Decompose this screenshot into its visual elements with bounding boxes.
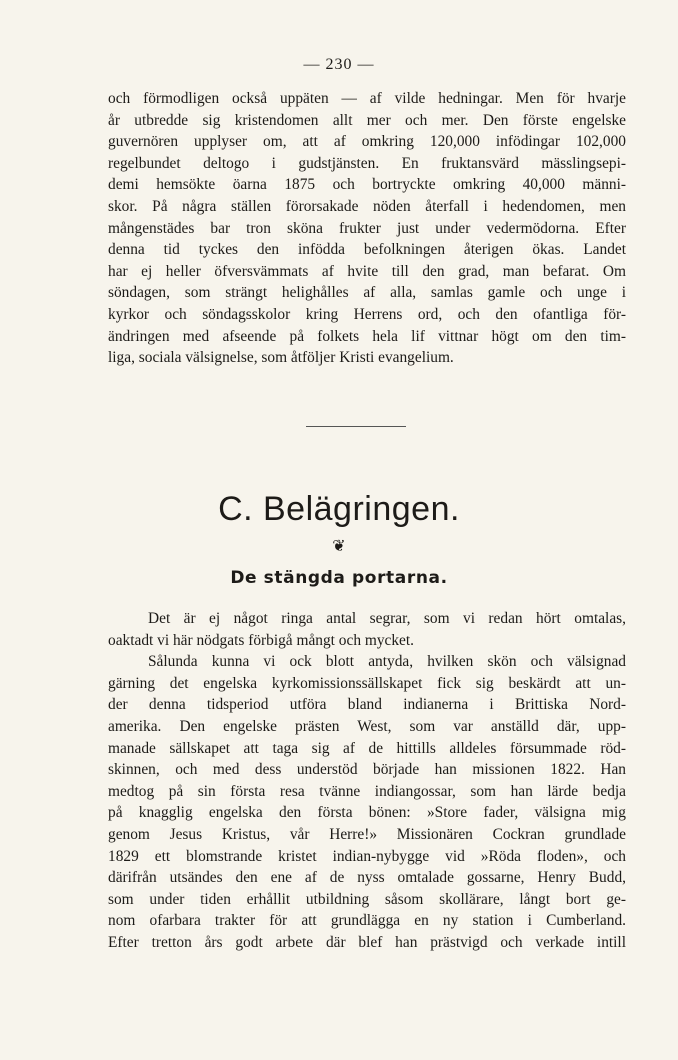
chapter-subheading: De stängda portarna. <box>230 568 448 588</box>
text-line: demi hemsökte öarna 1875 och bortryckte omkring 40,000 männi- <box>108 176 626 194</box>
text-line: regelbundet deltogo i gudstjänsten. En fruktansvärd mässlingsepi- <box>108 154 626 172</box>
text-line: Efter tretton års godt arbete där blef han prästvigd och verkade intill <box>108 933 626 951</box>
text-line: Det är ej något ringa antal segrar, som vi redan hört omtalas, <box>148 610 626 627</box>
text-line: Sålunda kunna vi ock blott antyda, hvilken skön och välsignad <box>148 653 626 671</box>
text-line: guvernören upplyser om, att af omkring 120,000 infödingar 102,000 <box>108 133 626 151</box>
text-line: skinnen, och med dess understöd började han missionen 1822. Han <box>108 761 626 779</box>
bottom-paragraph <box>108 608 626 954</box>
section-divider <box>306 426 406 427</box>
text-line: och förmodligen också uppäten — af vilde hedningar. Men för hvarje <box>108 90 626 107</box>
text-line: manade sällskapet att taga sig af de hittills alldeles försummade röd- <box>108 739 626 757</box>
text-line: 1829 ett blomstrande kristet indian-nybygge vid »Röda floden», och <box>108 847 626 865</box>
text-line: har ej heller öfversvämmats af hvite till den grad, man befarat. Om <box>108 262 626 280</box>
text-line: der denna tidsperiod utföra bland indianerna i Brittiska Nord- <box>108 696 626 714</box>
text-line: gärning det engelska kyrkomissionssällskapet fick sig beskärdt att un- <box>108 674 626 692</box>
text-line: därifrån utsändes den ene af de nyss omtalade gossarne, Henry Budd, <box>108 869 626 887</box>
text-line: genom Jesus Kristus, vår Herre!» Missionären Cockran grundlade <box>108 825 626 843</box>
section-heading: C. Belägringen. <box>218 490 460 528</box>
text-line: på knagglig engelska den första bönen: »Store fader, välsigna mig <box>108 804 626 822</box>
text-line: amerika. Den engelske prästen West, som var anställd där, upp- <box>108 717 626 735</box>
text-line: mångenstädes bar tron sköna frukter just under vedermödorna. Efter <box>108 219 626 237</box>
text-line: medtog på sin första resa tvänne indiangossar, som han lärde bedja <box>108 782 626 800</box>
text-line: söndagen, som strängt helighålles af alla, samlas gamle och unge i <box>108 284 626 302</box>
text-line: som under tiden erhållit utbildning såsom skollärare, långt bort ge- <box>108 890 626 908</box>
text-line: kyrkor och söndagsskolor kring Herrens ord, och den ofantliga för- <box>108 305 626 323</box>
page-number: — 230 — <box>303 56 375 73</box>
top-paragraph <box>108 88 626 369</box>
text-line: ändringen med afseende på folkets hela lif vittnar högt om den tim- <box>108 327 626 345</box>
ornament-icon: ❦ <box>332 538 346 555</box>
text-line: liga, sociala välsignelse, som åtföljer Kristi evangelium. <box>108 349 454 367</box>
text-line: denna tid tyckes den infödda befolkningen återigen ökas. Landet <box>108 241 626 259</box>
text-line: skor. På några ställen förorsakade nöden återfall i hedendomen, men <box>108 197 626 215</box>
text-line: oaktadt vi här nödgats förbigå mångt och mycket. <box>108 631 415 649</box>
text-line: år utbredde sig kristendomen allt mer och mer. Den förste engelske <box>108 111 626 129</box>
text-line: nom ofarbara trakter för att grundlägga en ny station i Cumberland. <box>108 912 626 930</box>
